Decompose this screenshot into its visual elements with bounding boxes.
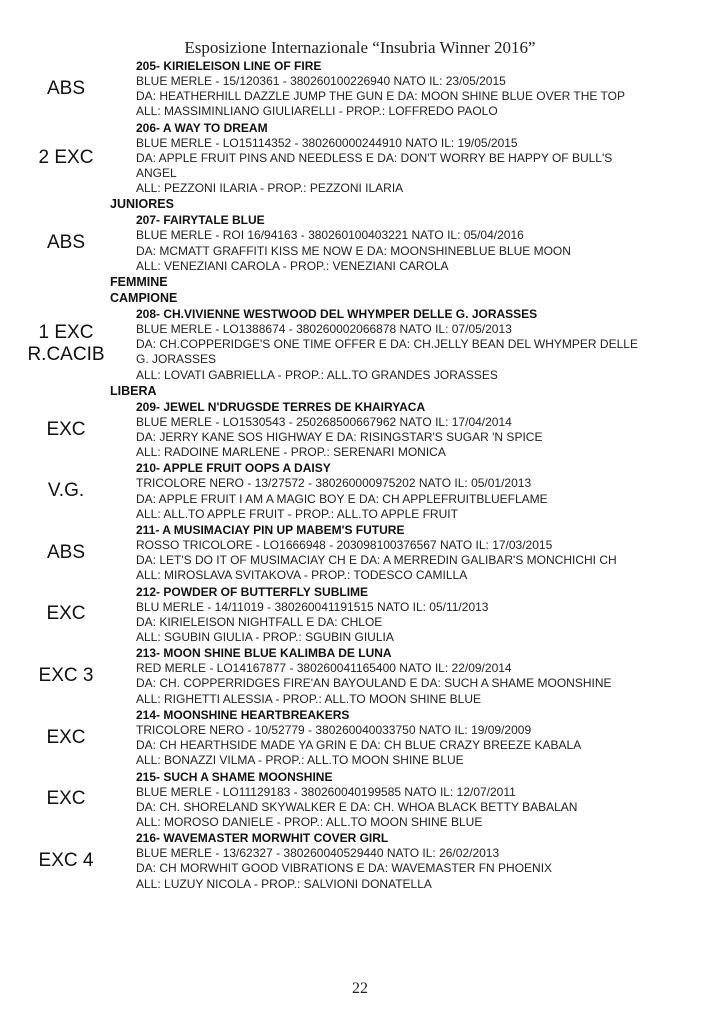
result-grade: ABS <box>46 232 86 254</box>
judging-result <box>0 322 132 366</box>
result-grade: 1 EXC <box>38 322 94 344</box>
result-award: R.CACIB <box>27 344 105 366</box>
entry-detail-line: DA: CH HEARTHSIDE MADE YA GRIN E DA: CH BLUE CRAZY BREEZE KABALA <box>136 738 582 753</box>
dog-name: 210- APPLE FRUIT OOPS A DAISY <box>136 461 331 476</box>
entry-detail-line: BLUE MERLE - LO11129183 - 380260040199585 NATO IL: 12/07/2011 <box>136 784 516 799</box>
entry-detail-line: ALL: RIGHETTI ALESSIA - PROP.: ALL.TO MOON SHINE BLUE <box>136 691 482 706</box>
entry-detail-line: DA: JERRY KANE SOS HIGHWAY E DA: RISINGSTAR'S SUGAR 'N SPICE <box>136 430 543 445</box>
catalog-entry <box>0 399 720 461</box>
catalog-entry <box>0 212 720 274</box>
judging-result <box>0 850 132 872</box>
catalog-entry <box>0 120 720 197</box>
entry-detail-line: BLUE MERLE - LO15114352 - 380260000244910 NATO IL: 19/05/2015 <box>136 135 518 150</box>
catalog-entry <box>0 306 720 383</box>
result-grade: EXC 3 <box>38 665 94 687</box>
dog-name: 208- CH.VIVIENNE WESTWOOD DEL WHYMPER DELLE G. JORASSES <box>136 307 538 322</box>
entry-detail-line: BLU MERLE - 14/11019 - 380260041191515 NATO IL: 05/11/2013 <box>136 599 489 614</box>
dog-name: 211- A MUSIMACIAY PIN UP MABEM'S FUTURE <box>136 523 405 538</box>
page-number: 22 <box>352 980 368 997</box>
entry-detail-line: DA: KIRIELEISON NIGHTFALL E DA: CHLOE <box>136 614 383 629</box>
catalog-content <box>0 58 720 892</box>
entry-detail-line: DA: CH. SHORELAND SKYWALKER E DA: CH. WHOA BLACK BETTY BABALAN <box>136 799 578 814</box>
section-heading: LIBERA <box>110 383 157 398</box>
entry-details <box>136 460 712 522</box>
section-heading: CAMPIONE <box>110 291 178 306</box>
entry-details <box>136 399 712 461</box>
catalog-entry <box>0 830 720 892</box>
entry-detail-line: DA: CH.COPPERIDGE'S ONE TIME OFFER E DA: CH.JELLY BEAN DEL WHYMPER DELLE <box>136 337 638 352</box>
judging-result <box>0 788 132 810</box>
catalog-entry <box>0 584 720 646</box>
entry-detail-line: BLUE MERLE - ROI 16/94163 - 380260100403221 NATO IL: 05/04/2016 <box>136 228 524 243</box>
entry-detail-line: DA: MCMATT GRAFFITI KISS ME NOW E DA: MOONSHINEBLUE BLUE MOON <box>136 243 571 258</box>
entry-detail-line: BLUE MERLE - LO1388674 - 380260002066878 NATO IL: 07/05/2013 <box>136 322 512 337</box>
result-grade: ABS <box>46 541 86 563</box>
entry-details <box>136 306 712 383</box>
entry-detail-line: ALL: MOROSO DANIELE - PROP.: ALL.TO MOON SHINE BLUE <box>136 814 483 829</box>
entry-detail-line: BLUE MERLE - LO1530543 - 250268500667962 NATO IL: 17/04/2014 <box>136 414 512 429</box>
judging-result <box>0 78 132 100</box>
entry-detail-line: DA: CH. COPPERRIDGES FIRE'AN BAYOULAND E DA: SUCH A SHAME MOONSHINE <box>136 676 612 691</box>
entry-detail-line: ALL: SGUBIN GIULIA - PROP.: SGUBIN GIULIA <box>136 630 394 645</box>
entry-detail-line: ALL: PEZZONI ILARIA - PROP.: PEZZONI ILARIA <box>136 181 404 196</box>
page-header: Esposizione Internazionale “Insubria Winner 2016” <box>184 38 536 57</box>
result-grade: EXC <box>46 418 86 440</box>
entry-detail-line: RED MERLE - LO14167877 - 380260041165400 NATO IL: 22/09/2014 <box>136 661 512 676</box>
entry-detail-line: DA: CH MORWHIT GOOD VIBRATIONS E DA: WAVEMASTER FN PHOENIX <box>136 861 553 876</box>
result-grade: EXC <box>46 726 86 748</box>
entry-detail-line: DA: APPLE FRUIT I AM A MAGIC BOY E DA: CH APPLEFRUITBLUEFLAME <box>136 491 548 506</box>
entry-detail-line: ALL: RADOINE MARLENE - PROP.: SERENARI MONICA <box>136 445 446 460</box>
entry-detail-line: DA: LET'S DO IT OF MUSIMACIAY CH E DA: A MERREDIN GALIBAR'S MONCHICHI CH <box>136 553 617 568</box>
judging-result <box>0 542 132 564</box>
judging-result <box>0 665 132 687</box>
entry-details <box>136 645 712 707</box>
entry-details <box>136 522 712 584</box>
judging-result <box>0 147 132 169</box>
entry-details <box>136 769 712 831</box>
entry-detail-line: ROSSO TRICOLORE - LO1666948 - 203098100376567 NATO IL: 17/03/2015 <box>136 538 553 553</box>
entry-detail-line: ALL: VENEZIANI CAROLA - PROP.: VENEZIANI CAROLA <box>136 258 449 273</box>
catalog-entry <box>0 645 720 707</box>
judging-result <box>0 727 132 749</box>
entry-detail-line: DA: HEATHERHILL DAZZLE JUMP THE GUN E DA: MOON SHINE BLUE OVER THE TOP <box>136 89 625 104</box>
result-grade: V.G. <box>47 480 85 502</box>
result-grade: EXC <box>46 603 86 625</box>
dog-name: 214- MOONSHINE HEARTBREAKERS <box>136 707 350 722</box>
entry-detail-line: ALL: BONAZZI VILMA - PROP.: ALL.TO MOON SHINE BLUE <box>136 753 464 768</box>
dog-name: 206- A WAY TO DREAM <box>136 120 268 135</box>
judging-result <box>0 603 132 625</box>
entry-details <box>136 707 712 769</box>
entry-details <box>136 584 712 646</box>
entry-detail-line: BLUE MERLE - 13/62327 - 380260040529440 NATO IL: 26/02/2013 <box>136 846 500 861</box>
dog-name: 212- POWDER OF BUTTERFLY SUBLIME <box>136 584 369 599</box>
section-heading: JUNIORES <box>110 197 174 212</box>
section-heading: FEMMINE <box>110 275 168 290</box>
catalog-entry <box>0 769 720 831</box>
entry-detail-line: BLUE MERLE - 15/120361 - 380260100226940 NATO IL: 23/05/2015 <box>136 74 506 88</box>
dog-name: 207- FAIRYTALE BLUE <box>136 213 265 228</box>
entry-details <box>136 830 712 892</box>
dog-name: 215- SUCH A SHAME MOONSHINE <box>136 769 333 784</box>
entry-details <box>136 58 712 120</box>
catalog-entry <box>0 522 720 584</box>
result-grade: 2 EXC <box>38 147 94 169</box>
result-grade: EXC <box>46 788 86 810</box>
dog-name: 216- WAVEMASTER MORWHIT COVER GIRL <box>136 831 389 846</box>
result-grade: ABS <box>46 77 86 99</box>
entry-detail-line: G. JORASSES <box>136 352 217 367</box>
judging-result <box>0 480 132 502</box>
dog-name: 209- JEWEL N'DRUGSDE TERRES DE KHAIRYACA <box>136 399 426 414</box>
entry-detail-line: ANGEL <box>136 166 177 181</box>
entry-detail-line: ALL: ALL.TO APPLE FRUIT - PROP.: ALL.TO APPLE FRUIT <box>136 506 458 521</box>
dog-name: 205- KIRIELEISON LINE OF FIRE <box>136 59 322 73</box>
catalog-entry <box>0 707 720 769</box>
result-grade: EXC 4 <box>38 849 94 871</box>
entry-detail-line: TRICOLORE NERO - 13/27572 - 380260000975202 NATO IL: 05/01/2013 <box>136 476 532 491</box>
entry-details <box>136 120 712 197</box>
entry-detail-line: ALL: LOVATI GABRIELLA - PROP.: ALL.TO GRANDES JORASSES <box>136 367 498 382</box>
judging-result <box>0 419 132 441</box>
catalog-entry <box>0 58 720 120</box>
dog-name: 213- MOON SHINE BLUE KALIMBA DE LUNA <box>136 646 392 661</box>
judging-result <box>0 232 132 254</box>
entry-details <box>136 212 712 274</box>
entry-detail-line: TRICOLORE NERO - 10/52779 - 380260040033750 NATO IL: 19/09/2009 <box>136 722 532 737</box>
entry-detail-line: ALL: MIROSLAVA SVITAKOVA - PROP.: TODESCO CAMILLA <box>136 568 468 583</box>
entry-detail-line: DA: APPLE FRUIT PINS AND NEEDLESS E DA: DON'T WORRY BE HAPPY OF BULL'S <box>136 150 613 165</box>
entry-detail-line: ALL: LUZUY NICOLA - PROP.: SALVIONI DONATELLA <box>136 876 432 891</box>
entry-detail-line: ALL: MASSIMINLIANO GIULIARELLI - PROP.: LOFFREDO PAOLO <box>136 104 498 119</box>
catalog-entry <box>0 460 720 522</box>
